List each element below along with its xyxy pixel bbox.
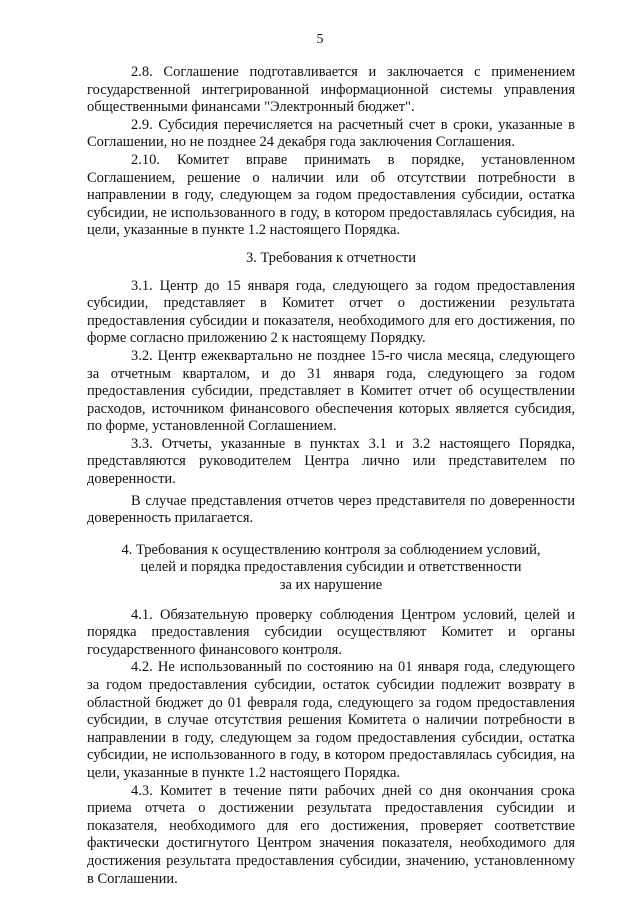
paragraph-3-3-note: В случае представления отчетов через представителя по доверенности доверенность прилагается. [87, 492, 575, 527]
section-4-heading-line1: 4. Требования к осуществлению контроля за соблюдением условий, [121, 541, 541, 558]
paragraph-3-2: 3.2. Центр ежеквартально не позднее 15-го числа месяца, следующего за отчетным кварталом, и до 31 января года, следующего за годом предоставления субсидии, представляет в Комитет отчет об осуществлении расходов, источником финансового обеспечения которых является субсидия, по форме, установленной Соглашением. [87, 347, 575, 435]
section-4-heading-line3: за их нарушение [279, 577, 383, 594]
section-3-heading: 3. Требования к отчетности [245, 249, 417, 266]
paragraph-3-3: 3.3. Отчеты, указанные в пунктах 3.1 и 3.2 настоящего Порядка, представляются руководителем Центра лично или представителем по доверенности. [87, 435, 575, 488]
page-number: 5 [316, 32, 324, 47]
paragraph-4-3: 4.3. Комитет в течение пяти рабочих дней со дня окончания срока приема отчета о достижении результата предоставления субсидии и показателя, необходимого для его достижения, проверяет соответствие фактически достигнутого Центром значения показателя, необходимого для достижения результата предоставления субсидии, значению, установленному в Соглашении. [87, 782, 575, 887]
document-body [87, 64, 575, 888]
paragraph-3-1: 3.1. Центр до 15 января года, следующего за годом предоставления субсидии, представляет в Комитет отчет о достижении результата предоставления субсидии и показателя, необходимого для его достижения, по форме согласно приложению 2 к настоящему Порядку. [87, 277, 575, 347]
section-4-heading [87, 542, 575, 595]
paragraph-2-9: 2.9. Субсидия перечисляется на расчетный счет в сроки, указанные в Соглашении, но не позднее 24 декабря года заключения Соглашения. [87, 116, 575, 151]
section-4-heading-line2: целей и порядка предоставления субсидии и ответственности [140, 559, 522, 576]
paragraph-2-8: 2.8. Соглашение подготавливается и заключается с применением государственной интегрированной информационной системы управления общественными финансами "Электронный бюджет". [87, 64, 575, 116]
paragraph-4-1: 4.1. Обязательную проверку соблюдения Центром условий, целей и порядка предоставления субсидии осуществляют Комитет и органы государственного финансового контроля. [87, 606, 575, 658]
paragraph-4-2: 4.2. Не использованный по состоянию на 01 января года, следующего за годом предоставления субсидии, остаток субсидии подлежит возврату в областной бюджет до 01 февраля года, следующего за годом предоставления субсидии, в случае отсутствия решения Комитета о наличии потребности в направлении в году, следующем за годом предоставления субсидии, остатка субсидии, не использованного в году, в котором предоставлялась субсидия, на цели, указанные в пункте 1.2 настоящего Порядка. [87, 659, 575, 781]
paragraph-2-10: 2.10. Комитет вправе принимать в порядке, установленном Соглашением, решение о наличии или об отсутствии потребности в направлении в году, следующем за годом предоставления субсидии, остатка субсидии, не использованного в году, в котором предоставлялась субсидия, на цели, указанные в пункте 1.2 настоящего Порядка. [87, 151, 575, 239]
